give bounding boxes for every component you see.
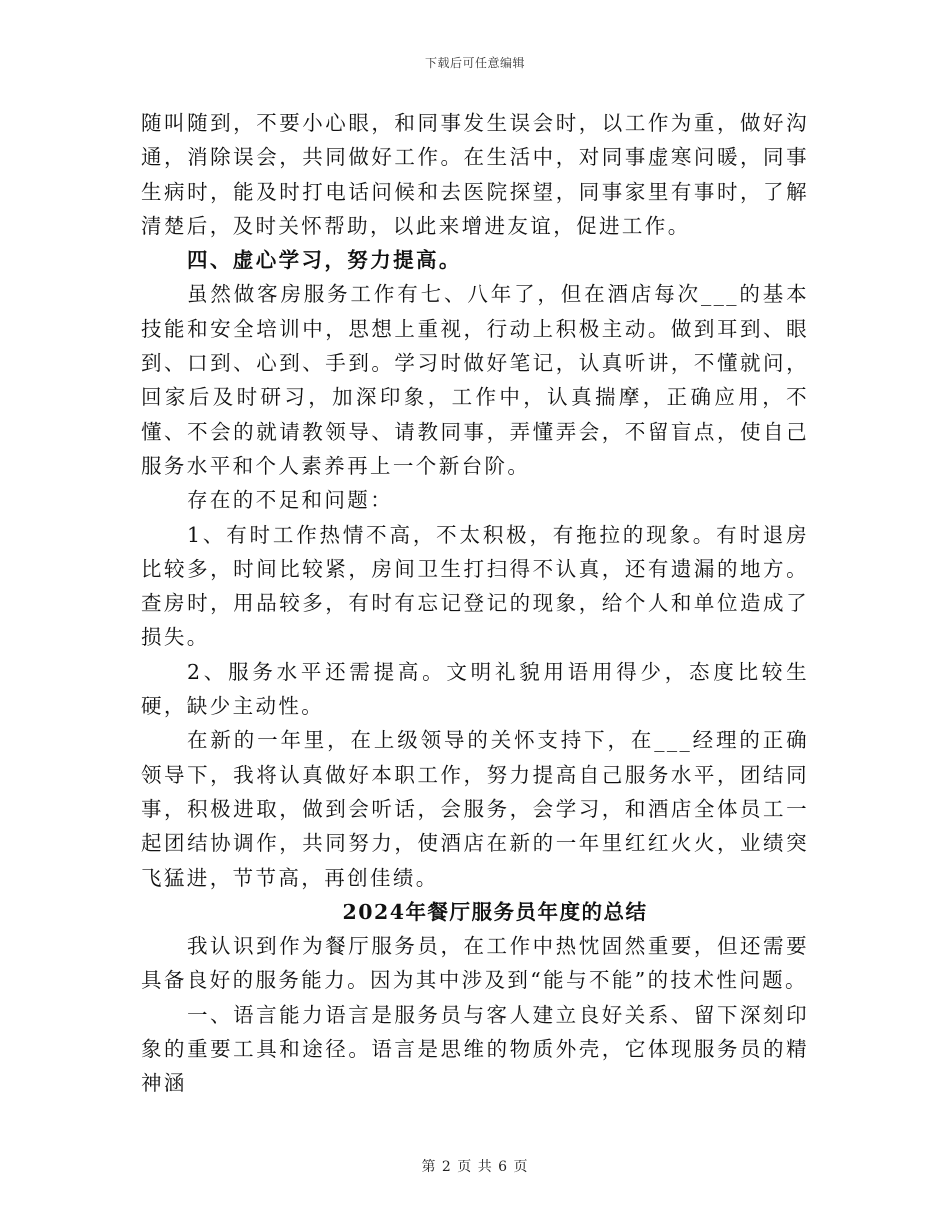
document-body: [141, 106, 809, 1101]
page-number-footer: 第 2 页 共 6 页: [421, 1159, 529, 1175]
header-note: 下载后可任意编辑: [424, 56, 525, 70]
section-heading-study: 四、虚心学习，努力提高。: [187, 248, 462, 273]
paragraph-colleague-relations: 随叫随到，不要小心眼，和同事发生误会时，以工作为重，做好沟通，消除误会，共同做好工作。在生活中，对同事虚寒问暖，同事生病时，能及时打电话问候和去医院探望，同事家里有事时，了解清楚后，及时关怀帮助，以此来增进友谊，促进工作。: [141, 111, 809, 238]
paragraph-shortcoming-1: 1、有时工作热情不高，不太积极，有拖拉的现象。有时退房比较多，时间比较紧，房间卫生打扫得不认真，还有遗漏的地方。查房时，用品较多，有时有忘记登记的现象，给个人和单位造成了损失。: [141, 522, 809, 650]
paragraph-shortcomings-intro: 存在的不足和问题：: [187, 488, 394, 513]
paragraph-language-ability: 一、语言能力语言是服务员与客人建立良好关系、留下深刻印象的重要工具和途径。语言是思维的物质外壳，它体现服务员的精神涵: [141, 1002, 809, 1096]
paragraph-new-year-plan: 在新的一年里，在上级领导的关怀支持下，在___经理的正确领导下，我将认真做好本职工作，努力提高自己服务水平，团结同事，积极进取，做到会听话，会服务，会学习，和酒店全体员工一起团结协调作，共同努力，使酒店在新的一年里红红火火，业绩突飞猛进，节节高，再创佳绩。: [141, 728, 809, 890]
section-title-2024-summary: 2024年餐厅服务员年度的总结: [342, 899, 648, 924]
paragraph-service-ability: 我认识到作为餐厅服务员，在工作中热忱固然重要，但还需要具备良好的服务能力。因为其中涉及到“能与不能”的技术性问题。: [141, 934, 809, 993]
paragraph-shortcoming-2: 2、服务水平还需提高。文明礼貌用语用得少，态度比较生硬，缺少主动性。: [141, 659, 809, 719]
paragraph-training: 虽然做客房服务工作有七、八年了，但在酒店每次___的基本技能和安全培训中，思想上重视，行动上积极主动。做到耳到、眼到、口到、心到、手到。学习时做好笔记，认真听讲，不懂就问，回家后及时研习，加深印象，工作中，认真揣摩，正确应用，不懂、不会的就请教领导、请教同事，弄懂弄会，不留盲点，使自己服务水平和个人素养再上一个新台阶。: [141, 282, 809, 478]
